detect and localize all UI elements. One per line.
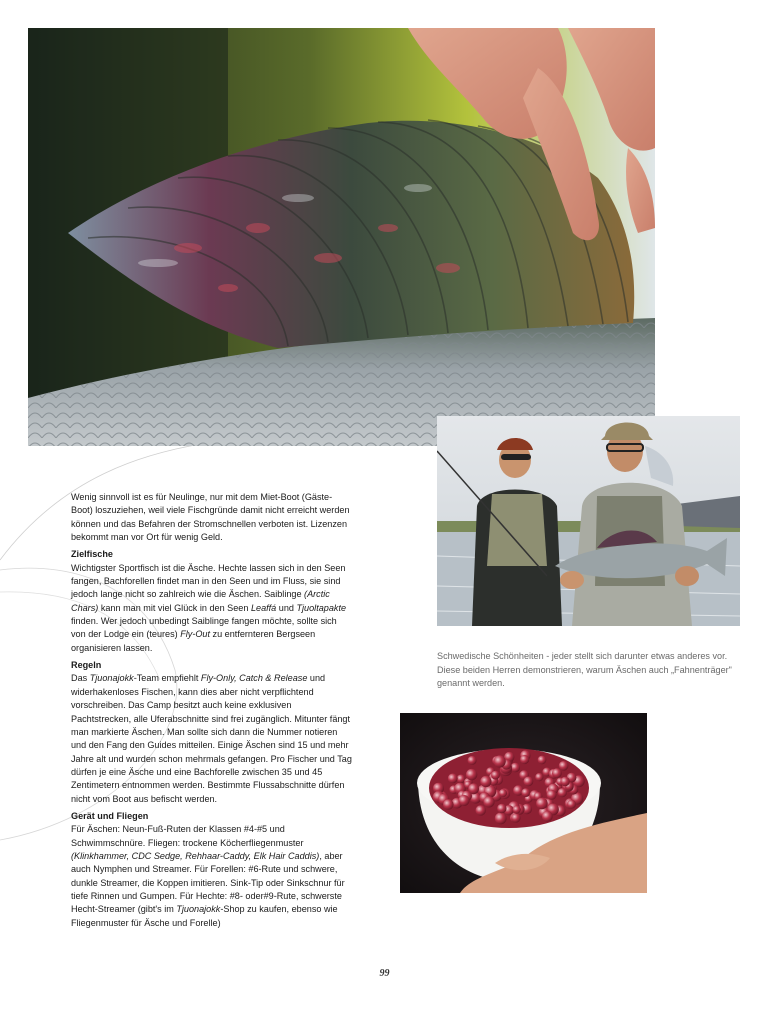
page-number: 99 <box>379 968 390 979</box>
photo-caption <box>437 650 737 691</box>
heading-zielfische: Zielfische <box>71 549 113 560</box>
article-column <box>71 491 353 930</box>
heading-regeln: Regeln <box>71 660 102 671</box>
paragraph-regeln: Das Tjuonajokk-Team empfiehlt Fly-Only, Catch & Release und widerhakenloses Fischen, kann dies aber nicht verpflichtend vorschreiben. Das Camp besitzt auch keine exklusiven Pachtstrecken, alle Uferabschnitte sind frei zugänglich. Mitunter fängt man markierte Äschen. Man sollte sich dann die Nummer notieren und den Fang den Guides mitteilen. Einige Äschen sind 15 und mehr Jahre alt und wurden schon mehrmals gefangen. Pro Fischer und Tag dürfen je eine Äsche und eine Bachforelle zwischen 35 und 45 Zentimetern entnommen werden. Bestimmte Flussabschnitte dürfen nicht vom Boot aus befischt werden. <box>71 673 352 804</box>
hero-photo-grayling-fin <box>28 28 655 446</box>
caption-text: Schwedische Schönheiten - jeder stellt sich darunter etwas anderes vor. Diese beiden Herren demonstrieren, warum Äschen auch „Fahnenträger" genannt werden. <box>437 651 732 689</box>
paragraph-geraet-und-fliegen: Für Äschen: Neun-Fuß-Ruten der Klassen #4-#5 und Schwimmschnüre. Fliegen: trockene Köcherfliegenmuster (Klinkhammer, CDC Sedge, Rehhaar-Caddy, Elk Hair Caddis), aber auch Nymphen und Streamer. Für Forellen: #6-Rute und schwere, dunkle Streamer, die Koppen imitieren. Sink-Tip oder Sinkschnur für tiefe Rinnen und Gumpen. Für Hechte: #8- oder#9-Rute, schwerste Hecht-Streamer (gibt's im Tjuonajokk-Shop zu kaufen, ebenso wie Fliegenmuster für Äsche und Forelle) <box>71 824 345 928</box>
photo-bowl-of-berries <box>400 713 647 893</box>
photo-two-anglers <box>437 416 740 626</box>
paragraph-zielfische: Wichtigster Sportfisch ist die Äsche. Hechte lassen sich in den Seen fangen, Bachforellen findet man in den Seen und im Fluss, sie sind jedoch lange nicht so zahlreich wie die Äschen. Saiblinge (Arctic Chars) kann man mit viel Glück in den Seen Leaffá und Tjuoltapakte finden. Wer jedoch unbedingt Saiblinge fangen möchte, sollte sich von der Lodge ein (teures) Fly-Out zu entfernteren Bergseen organisieren lassen. <box>71 562 347 653</box>
article-intro: Wenig sinnvoll ist es für Neulinge, nur mit dem Miet-Boot (Gäste-Boot) loszuziehen, weil viele Fischgründe damit nicht erreicht werden können und das Befahren der Stromschnellen verboten ist. Lizenzen bekommt man vor Ort für wenig Geld. <box>71 492 350 543</box>
heading-geraet-und-fliegen: Gerät und Fliegen <box>71 810 149 821</box>
